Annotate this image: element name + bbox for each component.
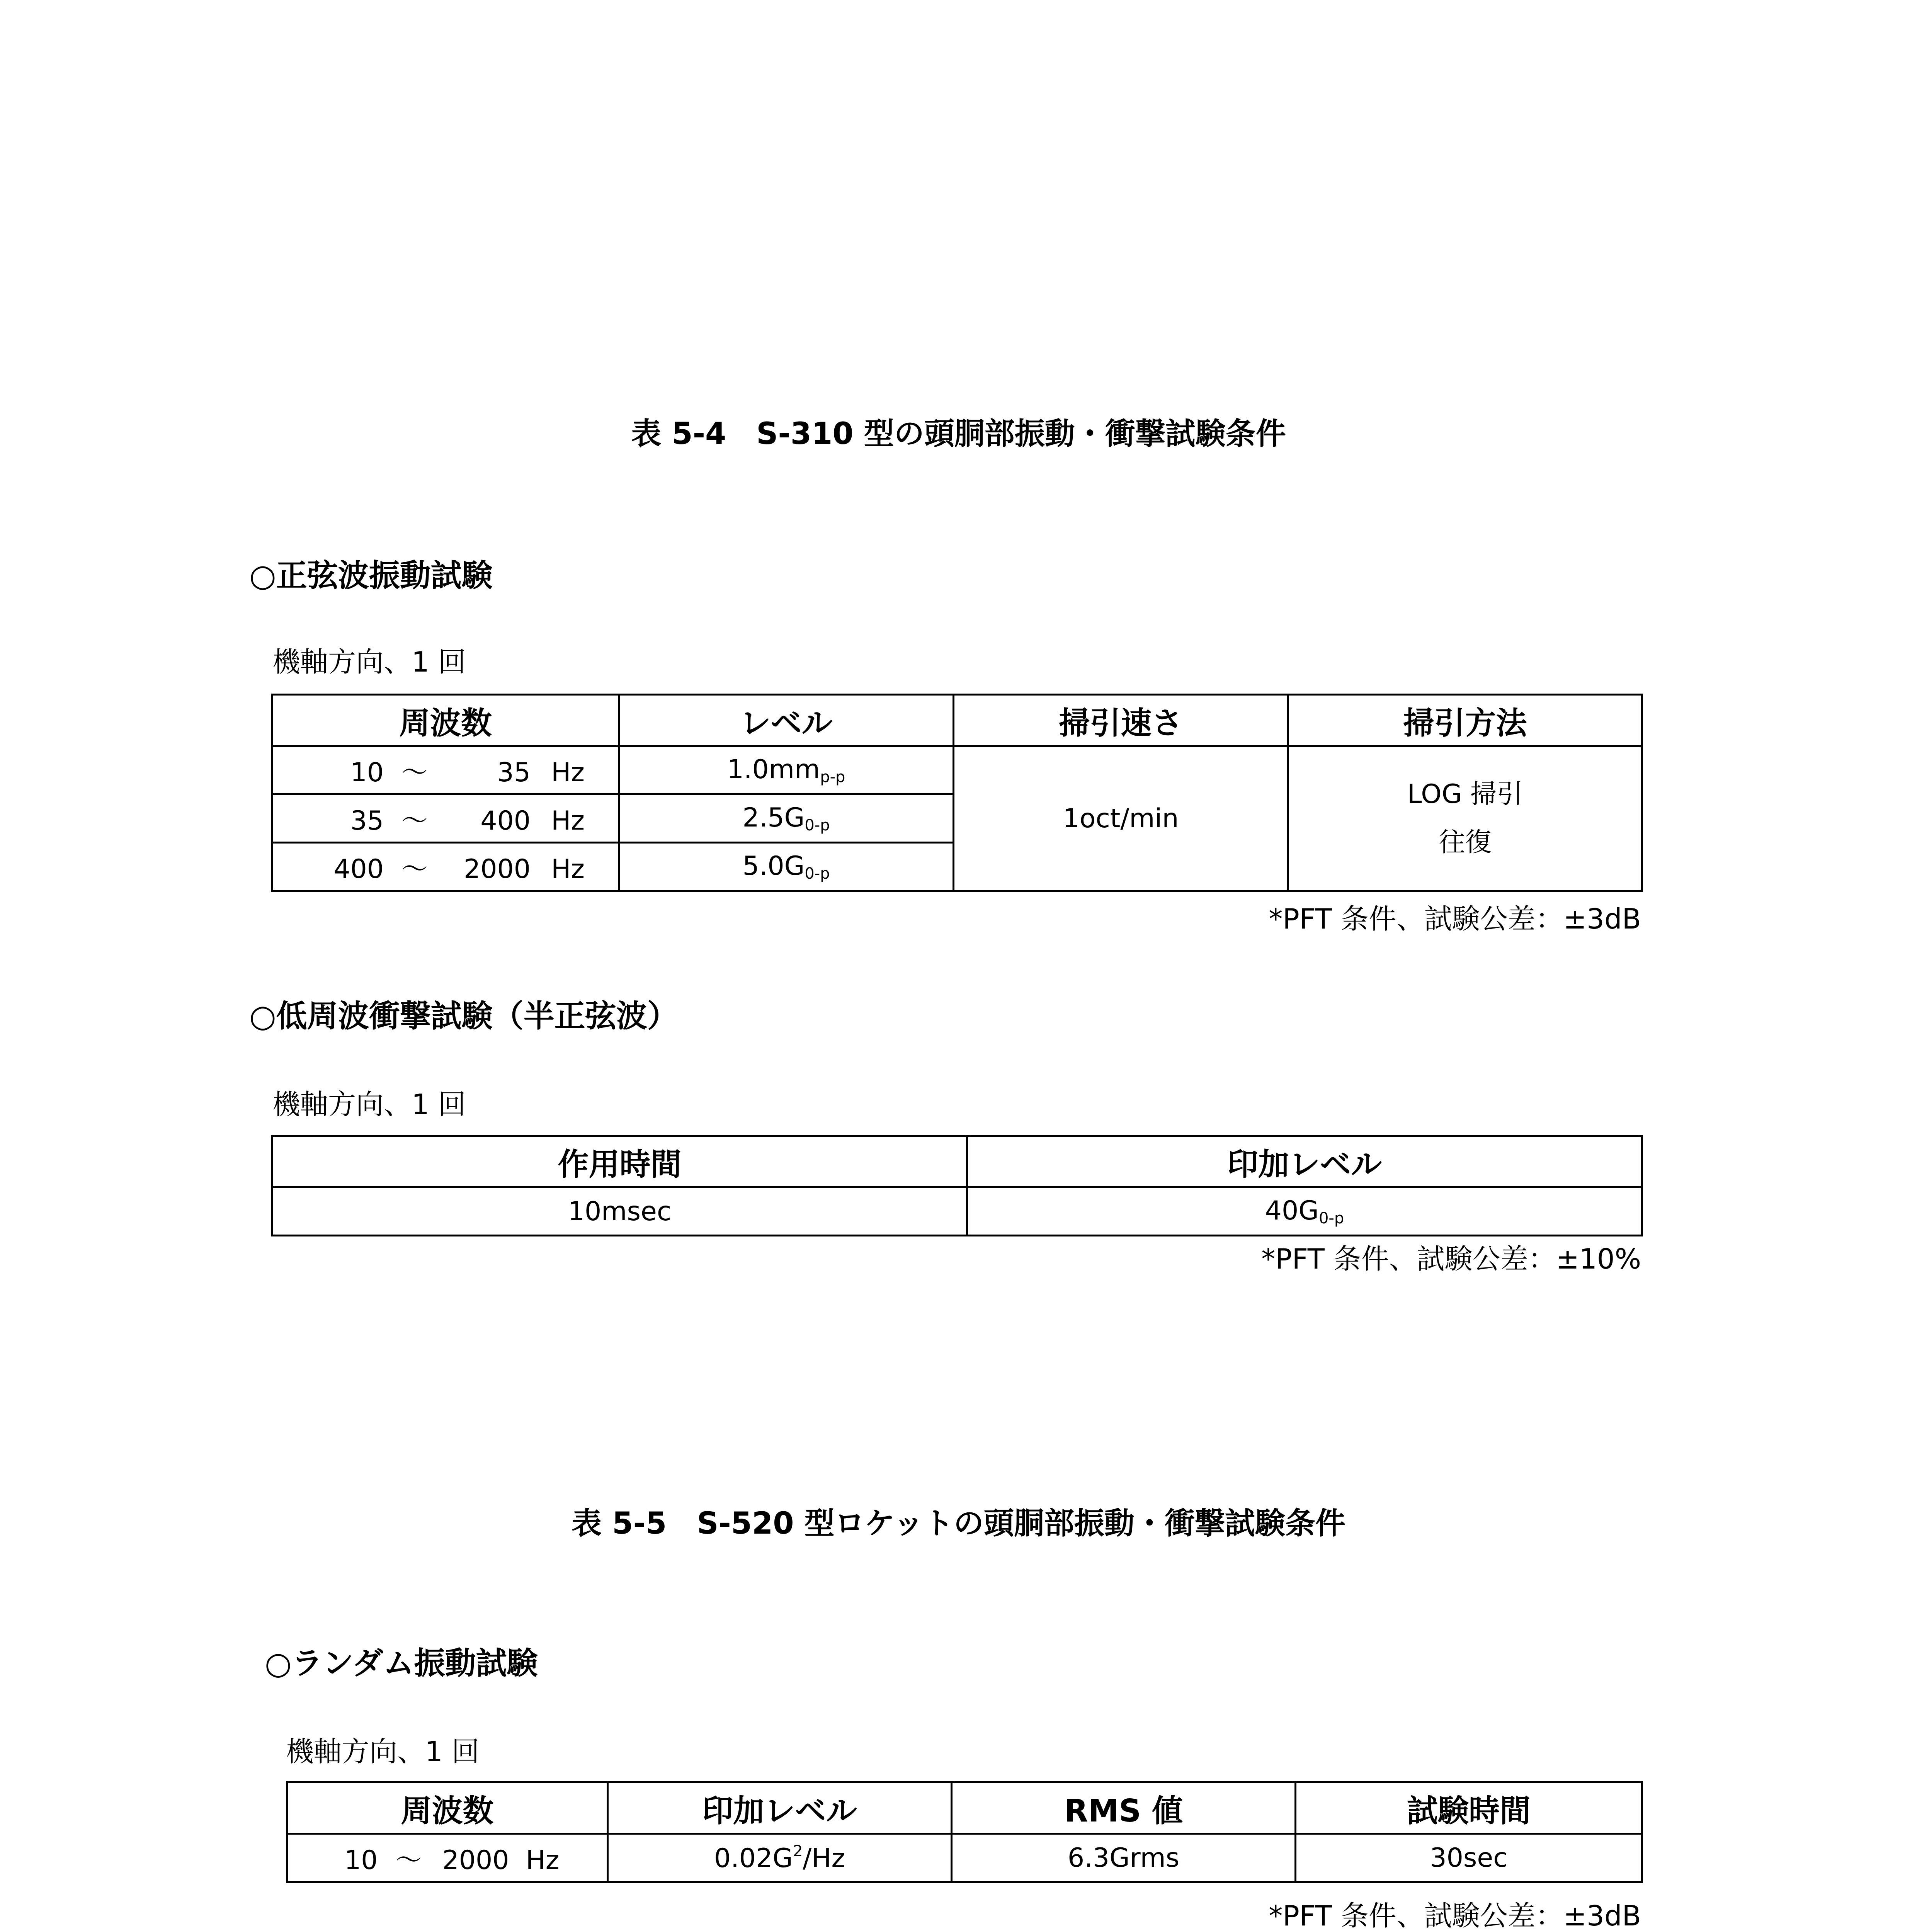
level-cell — [619, 794, 954, 843]
table-row — [287, 1834, 1642, 1882]
shock-axis-note-5-4: 機軸方向、1 回 — [272, 1088, 466, 1121]
level-value: 0.02G — [714, 1843, 793, 1874]
duration-cell: 10msec — [272, 1187, 967, 1236]
shock-heading-5-4: ○低周波衝撃試験（半正弦波） — [249, 998, 678, 1034]
applied-level-cell — [608, 1834, 952, 1882]
level-value: 5.0G — [742, 851, 805, 881]
level-subscript: 0-p — [805, 865, 830, 883]
sine-vibration-heading: ○正弦波振動試験 — [249, 558, 493, 594]
freq-to: 35 — [497, 757, 531, 788]
freq-to: 2000 — [442, 1845, 509, 1876]
freq-from: 35 — [350, 805, 384, 836]
level-value: 1.0mm — [727, 754, 820, 785]
table-header-row — [272, 1136, 1642, 1187]
test-time-cell: 30sec — [1296, 1834, 1642, 1882]
header-test-time: 試験時間 — [1296, 1782, 1642, 1834]
freq-sep: ～ — [401, 854, 428, 884]
table-header-row — [272, 695, 1642, 746]
sine-footnote: *PFT 条件、試験公差：±3dB — [1269, 903, 1641, 935]
table-row — [272, 1187, 1642, 1236]
sweep-method-line1: LOG 掃引 — [1407, 779, 1523, 810]
freq-unit: Hz — [551, 805, 585, 836]
sweep-method-cell — [1288, 746, 1642, 891]
frequency-cell — [272, 746, 619, 794]
table-5-5-title: 表 5-5 S-520 型ロケットの頭胴部振動・衝撃試験条件 — [572, 1506, 1345, 1541]
freq-unit: Hz — [551, 854, 585, 884]
header-frequency: 周波数 — [272, 695, 619, 746]
level-superscript: 2 — [793, 1842, 803, 1860]
shock-table-5-4 — [271, 1135, 1643, 1236]
frequency-cell — [272, 843, 619, 891]
freq-from: 10 — [344, 1845, 378, 1876]
header-level: レベル — [619, 695, 954, 746]
level-unit: /Hz — [803, 1843, 845, 1874]
level-subscript: 0-p — [805, 816, 830, 834]
freq-to: 400 — [480, 805, 531, 836]
freq-from: 400 — [333, 854, 384, 884]
header-sweep-rate: 掃引速さ — [954, 695, 1288, 746]
table-5-4-title: 表 5-4 S-310 型の頭胴部振動・衝撃試験条件 — [631, 417, 1286, 451]
sine-axis-note: 機軸方向、1 回 — [272, 646, 466, 678]
rms-cell: 6.3Grms — [952, 1834, 1296, 1882]
frequency-cell — [287, 1834, 608, 1882]
freq-from: 10 — [350, 757, 384, 788]
freq-sep: ～ — [401, 757, 428, 788]
freq-unit: Hz — [526, 1845, 560, 1876]
level-subscript: p-p — [820, 768, 845, 786]
header-applied-level: 印加レベル — [967, 1136, 1642, 1187]
freq-sep: ～ — [401, 805, 428, 836]
frequency-cell — [272, 794, 619, 843]
shock-footnote-5-4: *PFT 条件、試験公差：±10% — [1261, 1243, 1641, 1275]
level-cell — [619, 843, 954, 891]
level-value: 40G — [1265, 1196, 1319, 1226]
random-axis-note: 機軸方向、1 回 — [286, 1735, 480, 1768]
header-applied-level: 印加レベル — [608, 1782, 952, 1834]
table-header-row — [287, 1782, 1642, 1834]
sweep-method-line2: 往復 — [1439, 827, 1492, 858]
random-vibration-heading: ○ランダム振動試験 — [265, 1645, 538, 1681]
freq-unit: Hz — [551, 757, 585, 788]
random-vibration-table — [286, 1781, 1643, 1883]
level-cell — [619, 746, 954, 794]
table-row — [272, 746, 1642, 794]
header-rms: RMS 値 — [952, 1782, 1296, 1834]
header-frequency: 周波数 — [287, 1782, 608, 1834]
header-duration: 作用時間 — [272, 1136, 967, 1187]
applied-level-cell — [967, 1187, 1642, 1236]
freq-sep: ～ — [395, 1845, 422, 1876]
level-value: 2.5G — [742, 803, 805, 833]
freq-to: 2000 — [463, 854, 531, 884]
sine-vibration-table — [271, 694, 1643, 892]
random-footnote: *PFT 条件、試験公差：±3dB — [1269, 1900, 1641, 1932]
header-sweep-method: 掃引方法 — [1288, 695, 1642, 746]
level-subscript: 0-p — [1318, 1209, 1344, 1227]
sweep-rate-cell: 1oct/min — [954, 746, 1288, 891]
